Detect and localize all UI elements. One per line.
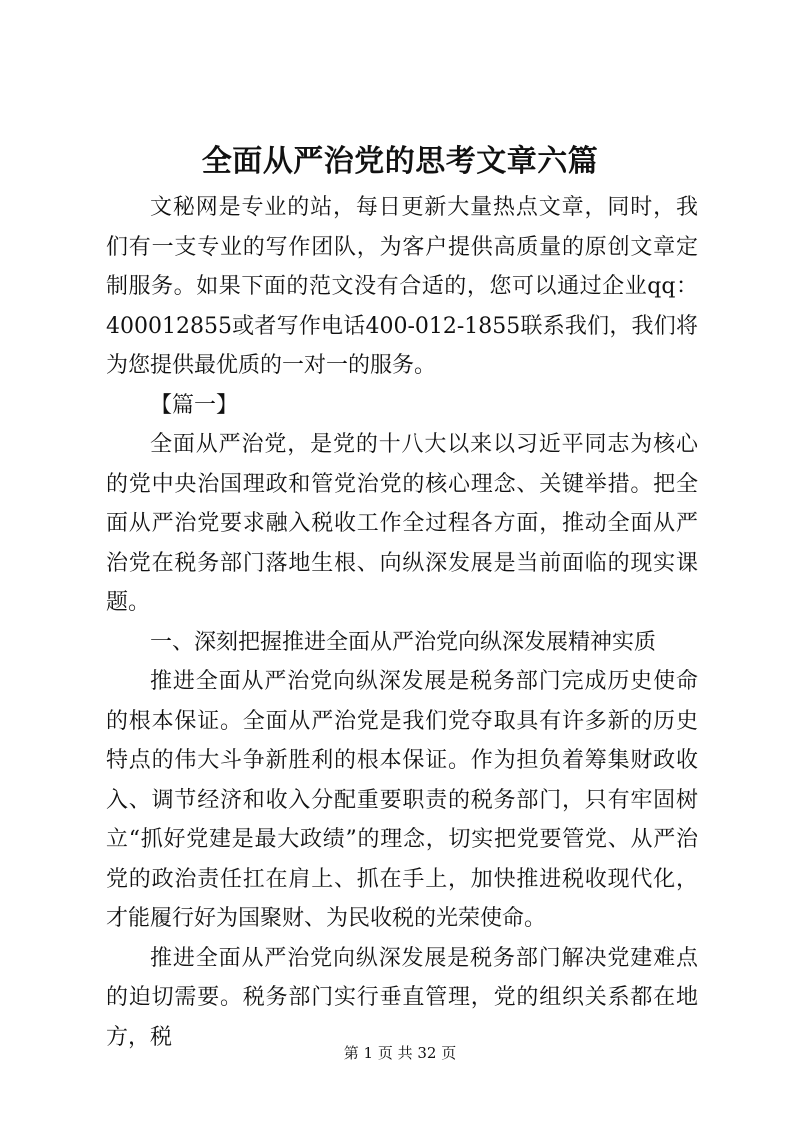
body-paragraph: 推进全面从严治党向纵深发展是税务部门完成历史使命的根本保证。全面从严治党是我们党夺取具有许多新的历史特点的伟大斗争新胜利的根本保证。作为担负着筹集财政收入、调节经济和收入分配重要职责的税务部门，只有牢固树立“抓好党建是最大政绩”的理念，切实把党要管党、从严治党的政治责任扛在肩上、抓在手上，加快推进税收现代化，才能履行好为国聚财、为民收税的光荣使命。	[106, 669, 698, 931]
page-number-footer: 第 1 页 共 32 页	[343, 1044, 457, 1062]
body-paragraph: 全面从严治党，是党的十八大以来以习近平同志为核心的党中央治国理政和管党治党的核心理念、关键举措。把全面从严治党要求融入税收工作全过程各方面，推动全面从严治党在税务部门落地生根、向纵深发展是当前面临的现实课题。	[106, 432, 698, 615]
subsection-heading: 一、深刻把握推进全面从严治党向纵深发展精神实质	[150, 629, 657, 655]
intro-paragraph: 文秘网是专业的站，每日更新大量热点文章，同时，我们有一支专业的写作团队，为客户提供高质量的原创文章定制服务。如果下面的范文没有合适的，您可以通过企业qq：400012855或者写作电话400-012-1855联系我们，我们将为您提供最优质的一对一的服务。	[106, 195, 698, 378]
section-heading-part-one: 【篇一】	[150, 392, 239, 418]
document-body	[106, 188, 698, 1057]
document-title: 全面从严治党的思考文章六篇	[201, 144, 599, 179]
body-paragraph: 推进全面从严治党向纵深发展是税务部门解决党建难点的迫切需要。税务部门实行垂直管理，党的组织关系都在地方，税	[106, 945, 698, 1050]
